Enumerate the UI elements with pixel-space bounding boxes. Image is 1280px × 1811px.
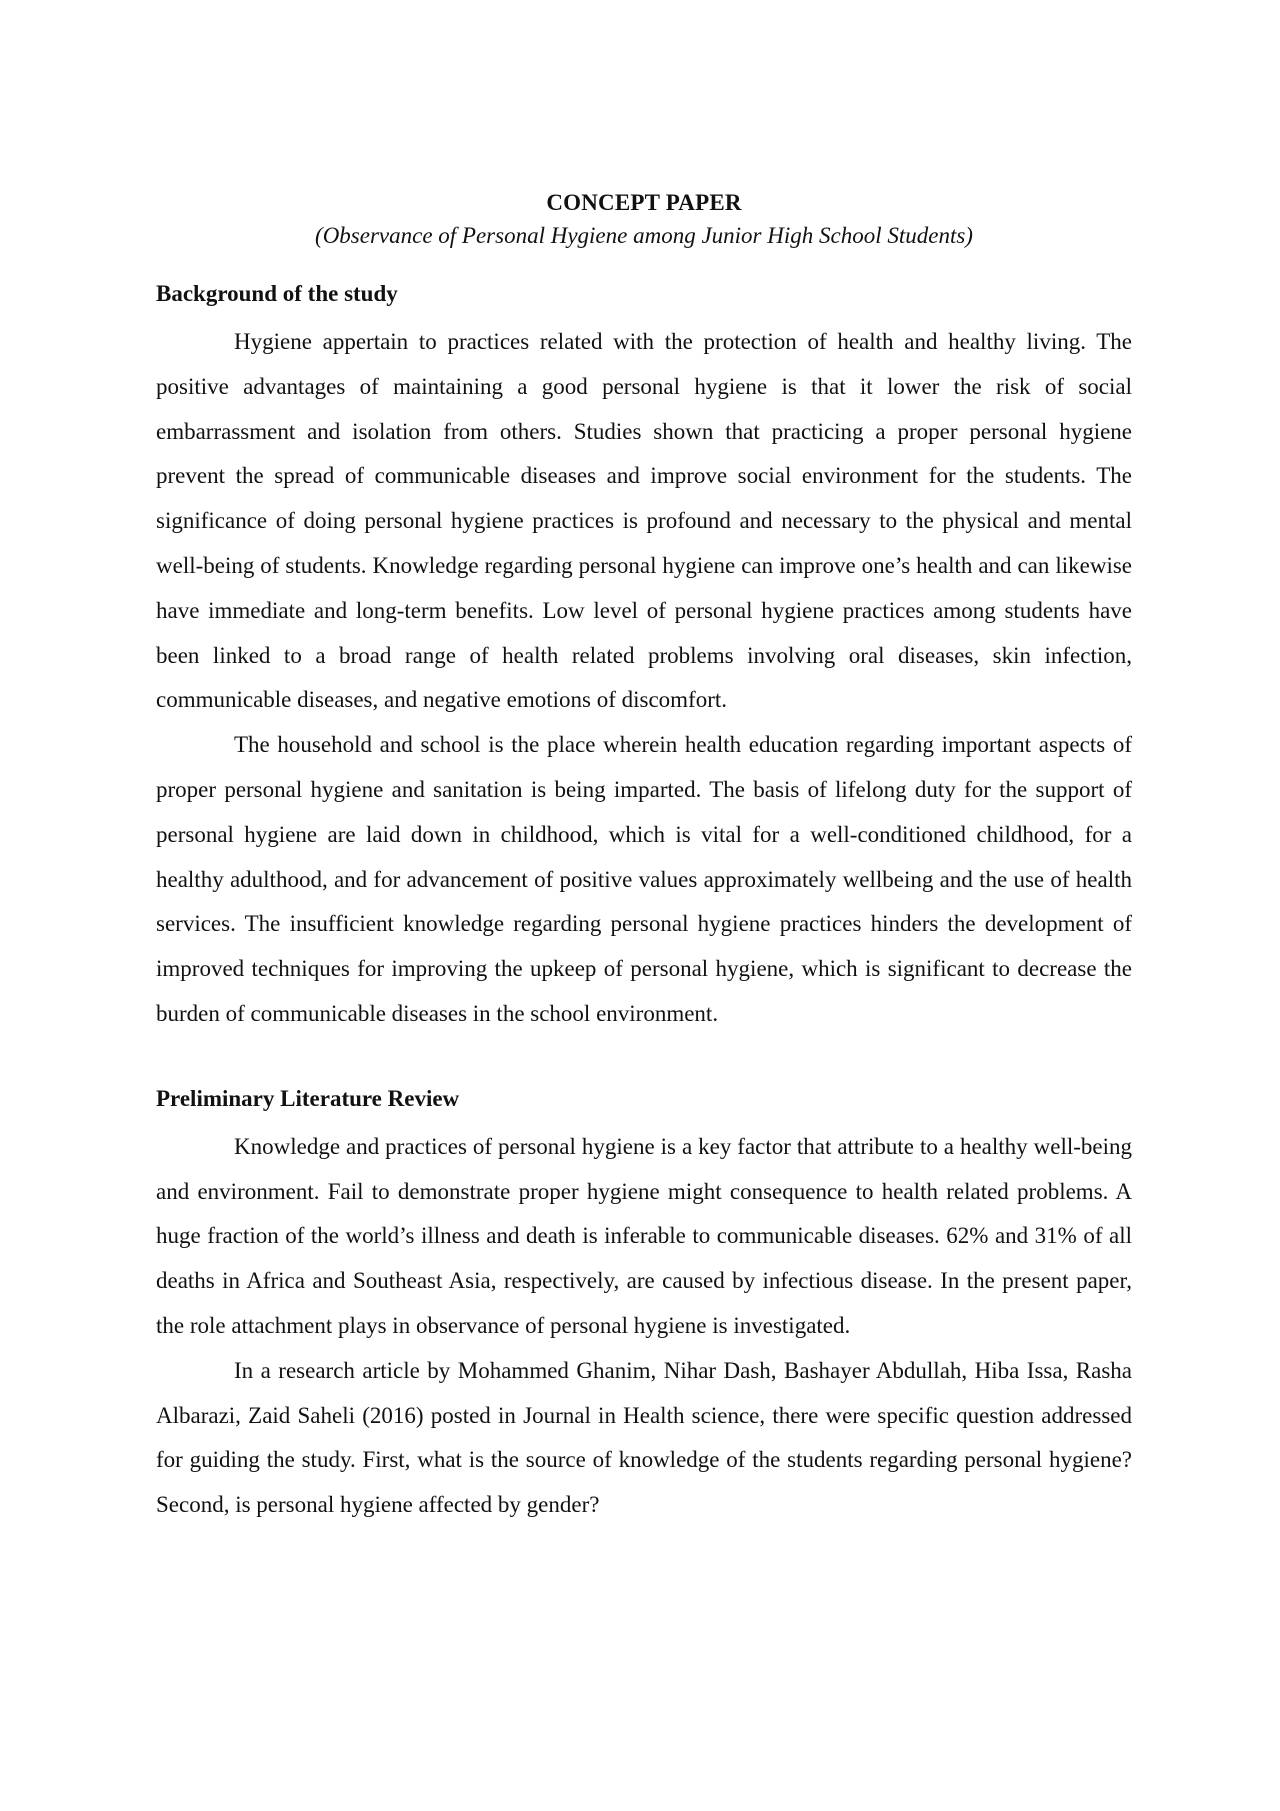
section-spacer <box>156 1037 1132 1081</box>
paragraph-background-2: The household and school is the place wherein health education regarding important aspects of proper personal hygiene and sanitation is being imparted. The basis of lifelong duty for the support of personal hygiene are laid down in childhood, which is vital for a well-conditioned childhood, for a healthy adulthood, and for advancement of positive values approximately wellbeing and the use of health services. The insufficient knowledge regarding personal hygiene practices hinders the development of improved techniques for improving the upkeep of personal hygiene, which is significant to decrease the burden of communicable diseases in the school environment. <box>156 732 1132 1026</box>
paragraph-literature-1: Knowledge and practices of personal hygiene is a key factor that attribute to a healthy well-being and environment. Fail to demonstrate proper hygiene might consequence to health related problems. A huge fraction of the world’s illness and death is inferable to communicable diseases. 62% and 31% of all deaths in Africa and Southeast Asia, respectively, are caused by infectious disease. In the present paper, the role attachment plays in observance of personal hygiene is investigated. <box>156 1133 1132 1338</box>
document-title: CONCEPT PAPER <box>546 190 742 215</box>
paragraph-literature-2: In a research article by Mohammed Ghanim, Nihar Dash, Bashayer Abdullah, Hiba Issa, Rasha Albarazi, Zaid Saheli (2016) posted in Journal in Health science, there were specific question addressed for guiding the study. First, what is the source of knowledge of the students regarding personal hygiene? Second, is personal hygiene affected by gender? <box>156 1357 1132 1518</box>
section-heading-background: Background of the study <box>156 281 398 306</box>
section-heading-literature-review: Preliminary Literature Review <box>156 1085 460 1111</box>
document-subtitle: (Observance of Personal Hygiene among Junior High School Students) <box>315 223 973 248</box>
section-literature-review <box>156 1081 1132 1528</box>
paragraph-background-1: Hygiene appertain to practices related with the protection of health and healthy living. The positive advantages of maintaining a good personal hygiene is that it lower the risk of social embarrassment and isolation from others. Studies shown that practicing a proper personal hygiene prevent the spread of communicable diseases and improve social environment for the students. The significance of doing personal hygiene practices is profound and necessary to the physical and mental well-being of students. Knowledge regarding personal hygiene can improve one’s health and can likewise have immediate and long-term benefits. Low level of personal hygiene practices among students have been linked to a broad range of health related problems involving oral diseases, skin infection, communicable diseases, and negative emotions of discomfort. <box>156 329 1132 713</box>
document-page <box>156 186 1132 1528</box>
section-background <box>156 276 1132 1037</box>
